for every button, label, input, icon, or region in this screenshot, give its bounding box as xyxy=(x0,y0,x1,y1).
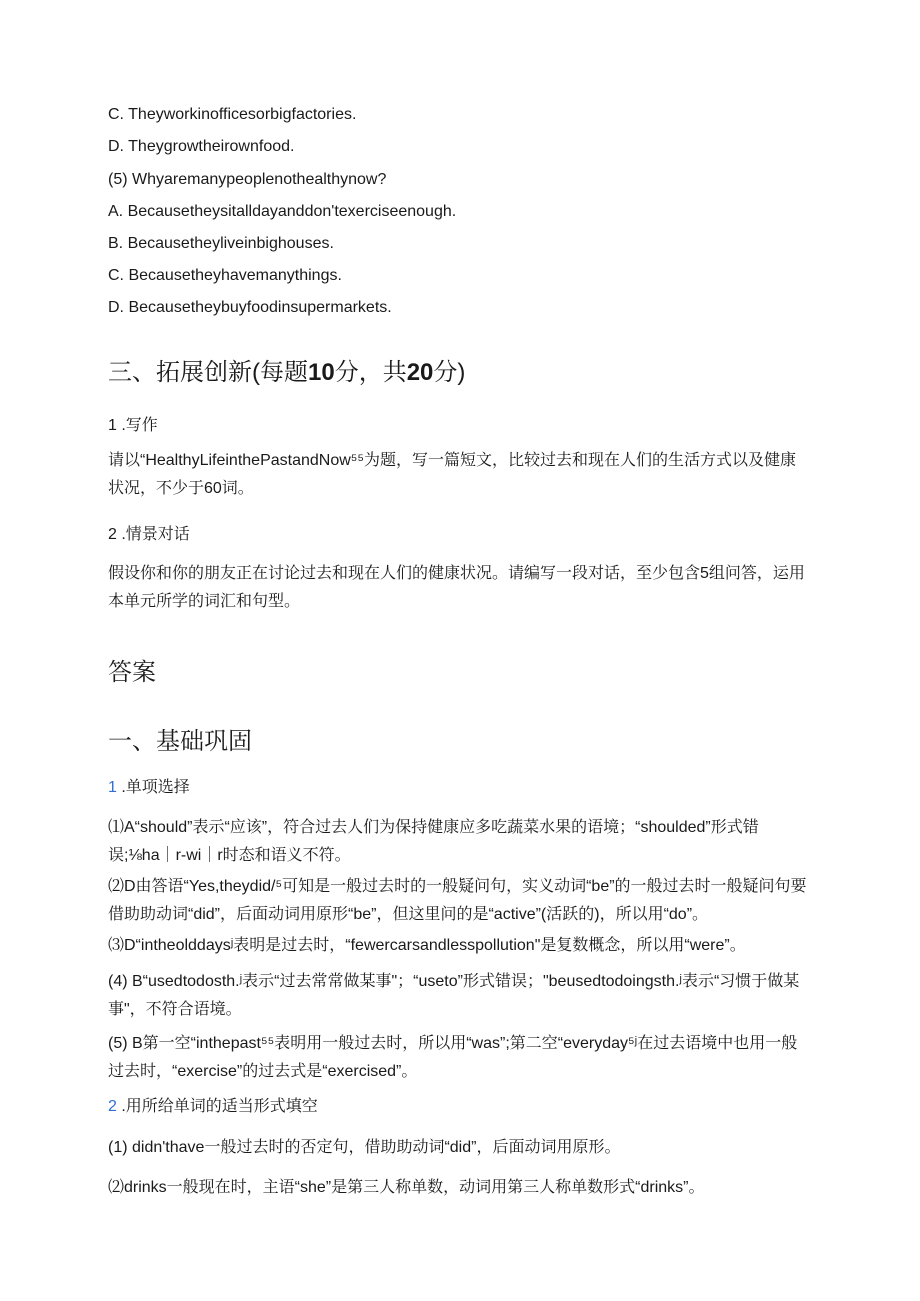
answer-5: (5) B第一空“inthepast⁵⁵表明用一般过去时，所以用“was”;第二空“everyday⁵ʲ在过去语境中也用一般过去时，“exercise”的过去式是“exercised”。 xyxy=(108,1035,798,1080)
writing-prompt: 请以“HealthyLifeinthePastandNow⁵⁵为题，写一篇短文，比较过去和现在人们的生活方式以及健康状况，不少于60词。 xyxy=(108,452,797,497)
section-1-title: 一、基础巩固 xyxy=(108,728,252,755)
part-2-number: 2 xyxy=(108,1098,117,1115)
answer-2: ⑵D由答语“Yes,theydid/⁵可知是一般过去时的一般疑问句，实义动词“be”的一般过去时一般疑问句要借助助动词“did”，后面动词用原形“be”，但这里问的是“active”(活跃的)，所以用“do”。 xyxy=(108,878,807,923)
part-1-number: 1 xyxy=(108,779,117,796)
part-2-label: .用所给单词的适当形式填空 xyxy=(116,1098,318,1115)
q5-option-c: C. Becausetheyhavemanythings. xyxy=(108,267,342,284)
answer-1: ⑴A“should”表示“应该”，符合过去人们为保持健康应多吃蔬菜水果的语境；“shoulded”形式错误;⅛ha｜r-wi｜r时态和语义不符。 xyxy=(108,819,759,864)
option-d: D. Theygrowtheirownfood. xyxy=(108,138,295,155)
part-1-heading xyxy=(108,774,190,797)
option-c: C. Theyworkinofficesorbigfactories. xyxy=(108,106,357,123)
answer-4: (4) B“usedtodosth.ʲ表示“过去常常做某事"；“useto”形式错误；"beusedtodoingsth.ʲ表示“习惯于做某事"，不符合语境。 xyxy=(108,973,800,1018)
fill-answer-2: ⑵drinks一般现在时，主语“she”是第三人称单数，动词用第三人称单数形式“drinks”。 xyxy=(108,1179,705,1196)
section-3-title-mid: 分，共 xyxy=(334,359,407,386)
q5-option-d: D. Becausetheybuyfoodinsupermarkets. xyxy=(108,299,392,316)
question-5: (5) Whyaremanypeoplenothealthynow? xyxy=(108,171,387,188)
section-3-title-pre: 三、拓展创新(每题 xyxy=(108,359,308,386)
dialogue-label: 2 .情景对话 xyxy=(108,526,190,543)
section-3-title xyxy=(108,352,465,387)
section-3-score-1: 10 xyxy=(308,359,335,386)
dialogue-prompt: 假设你和你的朋友正在讨论过去和现在人们的健康状况。请编写一段对话，至少包含5组问答，运用本单元所学的词汇和句型。 xyxy=(108,565,805,610)
section-3-score-2: 20 xyxy=(406,359,434,386)
fill-answer-1: (1) didn'thave一般过去时的否定句，借助助动词“did”，后面动词用原形。 xyxy=(108,1139,621,1156)
writing-label: 1 .写作 xyxy=(108,417,158,434)
part-1-label: .单项选择 xyxy=(116,779,190,796)
q5-option-b: B. Becausetheyliveinbighouses. xyxy=(108,235,334,252)
section-3-title-post: 分) xyxy=(433,359,466,386)
answers-title: 答案 xyxy=(108,659,156,686)
answer-3: ⑶D“intheolddaysʲ表明是过去时，“fewercarsandlesspollution"是复数概念，所以用“were”。 xyxy=(108,937,746,954)
part-2-heading xyxy=(108,1093,318,1116)
q5-option-a: A. Becausetheysitalldayanddon'texerciseenough. xyxy=(108,203,457,220)
